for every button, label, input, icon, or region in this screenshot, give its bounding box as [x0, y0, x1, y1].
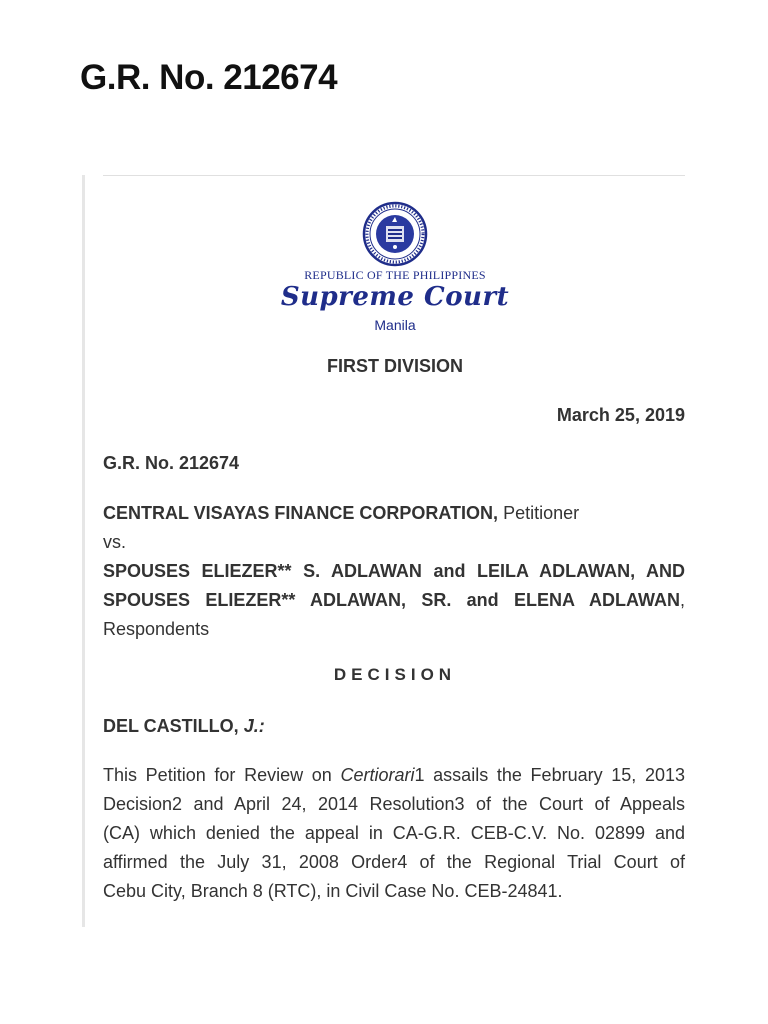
paragraph-line-3: (CA) which denied the appeal in CA-G.R. CEB-C.V. No. 02899 and — [103, 823, 685, 843]
respondents-line-1: SPOUSES ELIEZER** S. ADLAWAN and LEILA ADLAWAN, AND — [103, 561, 685, 581]
petitioner — [103, 499, 685, 528]
division-label: FIRST DIVISION — [326, 356, 463, 376]
paragraph-text: 1 assails the February 15, 2013 — [414, 765, 686, 785]
page-title: G.R. No. 212674 — [80, 58, 338, 97]
document-body — [82, 175, 685, 927]
respondents-line-2-comma: , — [679, 590, 685, 610]
court-city: Manila — [374, 317, 416, 333]
paragraph-italic-term: Certiorari — [340, 765, 415, 785]
respondents-line-2-names: SPOUSES ELIEZER** ADLAWAN, SR. and ELENA ADLAWAN — [103, 590, 680, 610]
supreme-court-seal-icon — [362, 201, 428, 267]
decision-date: March 25, 2019 — [556, 405, 685, 425]
respondents — [103, 557, 685, 644]
republic-label: REPUBLIC OF THE PHILIPPINES — [304, 268, 486, 282]
paragraph-line-4: affirmed the July 31, 2008 Order4 of the Regional Trial Court of — [103, 852, 685, 872]
respondents-line-2 — [103, 586, 685, 615]
ponente-name: DEL CASTILLO, — [103, 716, 239, 736]
ponente-title: J.: — [243, 716, 265, 736]
court-name: Supreme Court — [280, 282, 510, 312]
paragraph-text: This Petition for Review on — [103, 765, 341, 785]
decision-heading: DECISION — [333, 665, 457, 684]
case-number: G.R. No. 212674 — [103, 453, 240, 473]
decision-paragraph — [103, 761, 685, 906]
respondent-role: Respondents — [103, 619, 210, 639]
versus-label: vs. — [103, 532, 127, 552]
ponente — [103, 712, 685, 741]
petitioner-name: CENTRAL VISAYAS FINANCE CORPORATION, — [103, 503, 499, 523]
paragraph-line-5: Cebu City, Branch 8 (RTC), in Civil Case No. CEB-24841. — [103, 881, 563, 901]
paragraph-line-2: Decision2 and April 24, 2014 Resolution3 of the Court of Appeals — [103, 794, 685, 814]
paragraph-line-1 — [103, 761, 685, 790]
petitioner-role: Petitioner — [503, 503, 580, 523]
divider — [103, 175, 685, 176]
